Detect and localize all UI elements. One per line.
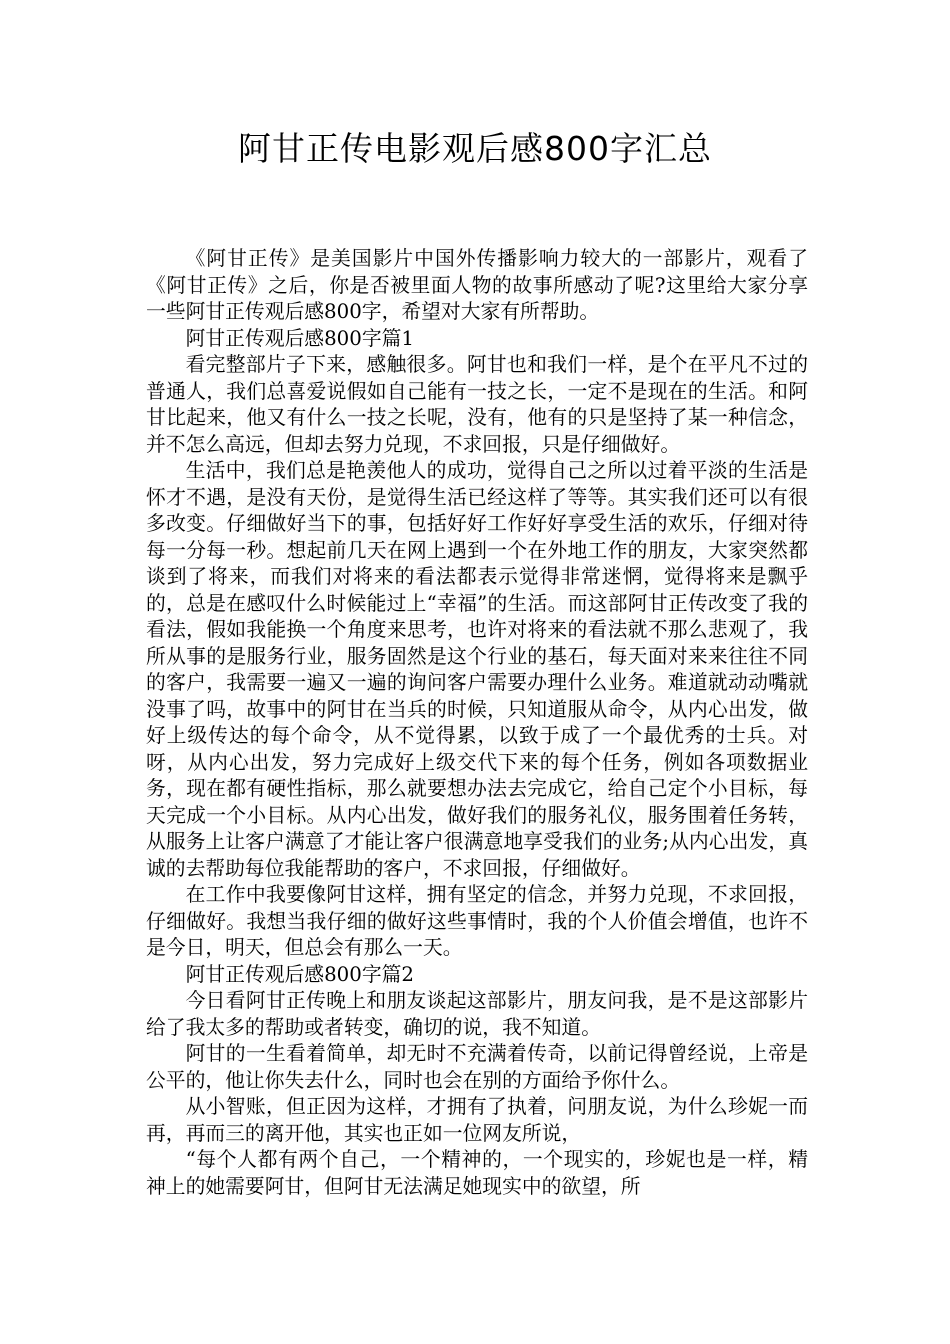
body-paragraph: “每个人都有两个自己，一个精神的，一个现实的，珍妮也是一样，精神上的她需要阿甘，但阿甘无法满足她现实中的欲望，所 — [146, 1148, 808, 1198]
body-paragraph: 看完整部片子下来，感触很多。阿甘也和我们一样，是个在平凡不过的普通人，我们总喜爱说假如自己能有一技之长，一定不是现在的生活。和阿甘比起来，他又有什么一技之长呢，没有，他有的只是坚持了某一种信念，并不怎么高远，但却去努力兑现，不求回报，只是仔细做好。 — [146, 353, 808, 456]
document-body — [146, 246, 808, 1200]
section-heading-1: 阿甘正传观后感800字篇1 — [185, 326, 414, 350]
body-paragraph: 今日看阿甘正传晚上和朋友谈起这部影片，朋友问我，是不是这部影片给了我太多的帮助或者转变，确切的说，我不知道。 — [146, 989, 808, 1039]
body-paragraph: 生活中，我们总是艳羡他人的成功，觉得自己之所以过着平淡的生活是怀才不遇，是没有天份，是觉得生活已经这样了等等。其实我们还可以有很多改变。仔细做好当下的事，包括好好工作好好享受生活的欢乐，仔细对待每一分每一秒。想起前几天在网上遇到一个在外地工作的朋友，大家突然都谈到了将来，而我们对将来的看法都表示觉得非常迷惘，觉得将来是飘乎的，总是在感叹什么时候能过上“幸福”的生活。而这部阿甘正传改变了我的看法，假如我能换一个角度来思考，也许对将来的看法就不那么悲观了，我所从事的是服务行业，服务固然是这个行业的基石，每天面对来来往往不同的客户，我需要一遍又一遍的询问客户需要办理什么业务。难道就动动嘴就没事了吗，故事中的阿甘在当兵的时候，只知道服从命令，从内心出发，做好上级传达的每个命令，从不觉得累，以致于成了一个最优秀的士兵。对呀，从内心出发，努力完成好上级交代下来的每个任务，例如各项数据业务，现在都有硬性指标，那么就要想办法去完成它，给自己定个小目标，每天完成一个小目标。从内心出发，做好我们的服务礼仪，服务围着任务转，从服务上让客户满意了才能让客户很满意地享受我们的业务;从内心出发，真诚的去帮助每位我能帮助的客户，不求回报，仔细做好。 — [146, 459, 808, 880]
body-paragraph: 从小智账，但正因为这样，才拥有了执着，问朋友说，为什么珍妮一而再，再而三的离开他，其实也正如一位网友所说， — [146, 1095, 808, 1145]
intro-paragraph: 《阿甘正传》是美国影片中国外传播影响力较大的一部影片，观看了《阿甘正传》之后，你是否被里面人物的故事所感动了呢?这里给大家分享一些阿甘正传观后感800字，希望对大家有所帮助。 — [146, 247, 808, 323]
document-title: 阿甘正传电影观后感800字汇总 — [238, 129, 712, 168]
section-heading-2: 阿甘正传观后感800字篇2 — [185, 962, 414, 986]
body-paragraph: 在工作中我要像阿甘这样，拥有坚定的信念，并努力兑现，不求回报，仔细做好。我想当我仔细的做好这些事情时，我的个人价值会增值，也许不是今日，明天，但总会有那么一天。 — [146, 883, 808, 959]
body-paragraph: 阿甘的一生看着简单，却无时不充满着传奇，以前记得曾经说，上帝是公平的，他让你失去什么，同时也会在别的方面给予你什么。 — [146, 1042, 808, 1092]
